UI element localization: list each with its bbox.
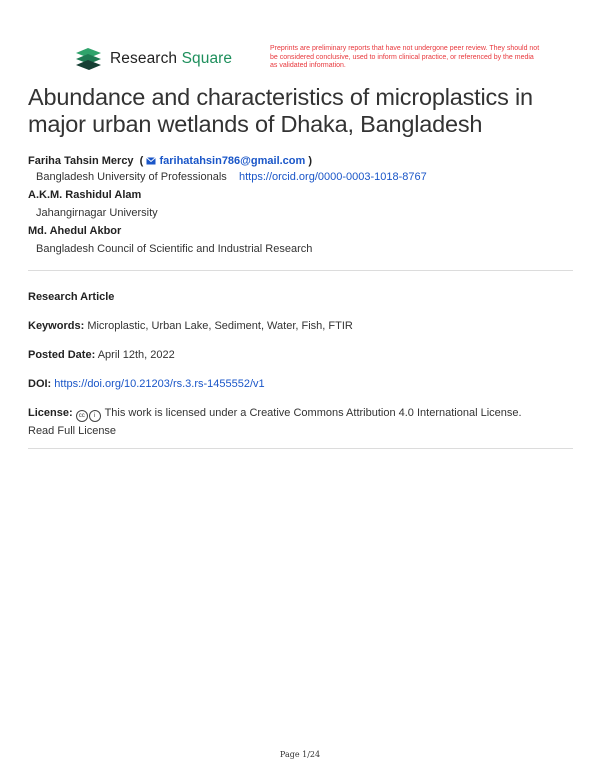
preprint-disclaimer: Preprints are preliminary reports that have not undergone peer review. They should not be considered conclusive, used to inform clinical practice, or referenced by the media as validated information. bbox=[270, 45, 540, 69]
doi-link[interactable]: https://doi.org/10.21203/rs.3.rs-1455552/v1 bbox=[54, 378, 265, 390]
divider-bottom bbox=[28, 448, 573, 449]
logo-text: Research Square bbox=[110, 50, 233, 67]
paper-title: Abundance and characteristics of microplastics in major urban wetlands of Dhaka, Bangladesh bbox=[28, 84, 533, 137]
author-3-affiliation: Bangladesh Council of Scientific and Industrial Research bbox=[36, 243, 313, 255]
posted-date-label: Posted Date: bbox=[28, 349, 96, 361]
license-text: This work is licensed under a Creative Commons Attribution 4.0 International License. bbox=[104, 407, 522, 419]
posted-date-line bbox=[28, 349, 175, 361]
creative-commons-icon: cc bbox=[76, 410, 88, 422]
doi-label: DOI: bbox=[28, 378, 52, 390]
attribution-icon: i bbox=[89, 410, 101, 422]
read-full-license-link[interactable]: Read Full License bbox=[28, 425, 117, 437]
keywords-label: Keywords: bbox=[28, 320, 85, 332]
research-square-logo bbox=[74, 46, 232, 72]
author-2-affiliation: Jahangirnagar University bbox=[36, 207, 158, 219]
author-1-affiliation: Bangladesh University of Professionals https://orcid.org/0000-0003-1018-8767 bbox=[36, 171, 427, 183]
doi-line bbox=[28, 378, 265, 390]
author-3-name: Md. Ahedul Akbor bbox=[28, 225, 122, 237]
divider-top bbox=[28, 270, 573, 271]
author-1: Fariha Tahsin Mercy ( farihatahsin786@gmail.com ) bbox=[28, 155, 313, 167]
keywords-line bbox=[28, 320, 353, 332]
email-icon bbox=[146, 157, 156, 165]
article-type: Research Article bbox=[28, 291, 115, 303]
author-2-name: A.K.M. Rashidul Alam bbox=[28, 189, 142, 201]
keywords-value: Microplastic, Urban Lake, Sediment, Water, Fish, FTIR bbox=[87, 320, 353, 332]
license-label: License: bbox=[28, 407, 73, 419]
page-number: Page 1/24 bbox=[279, 750, 321, 759]
author-1-email-link[interactable]: farihatahsin786@gmail.com bbox=[146, 155, 305, 167]
orcid-link[interactable]: https://orcid.org/0000-0003-1018-8767 bbox=[239, 171, 427, 183]
author-1-name: Fariha Tahsin Mercy bbox=[28, 155, 134, 167]
research-square-logo-icon bbox=[74, 47, 104, 71]
posted-date-value: April 12th, 2022 bbox=[97, 349, 175, 361]
license-line bbox=[28, 407, 522, 422]
